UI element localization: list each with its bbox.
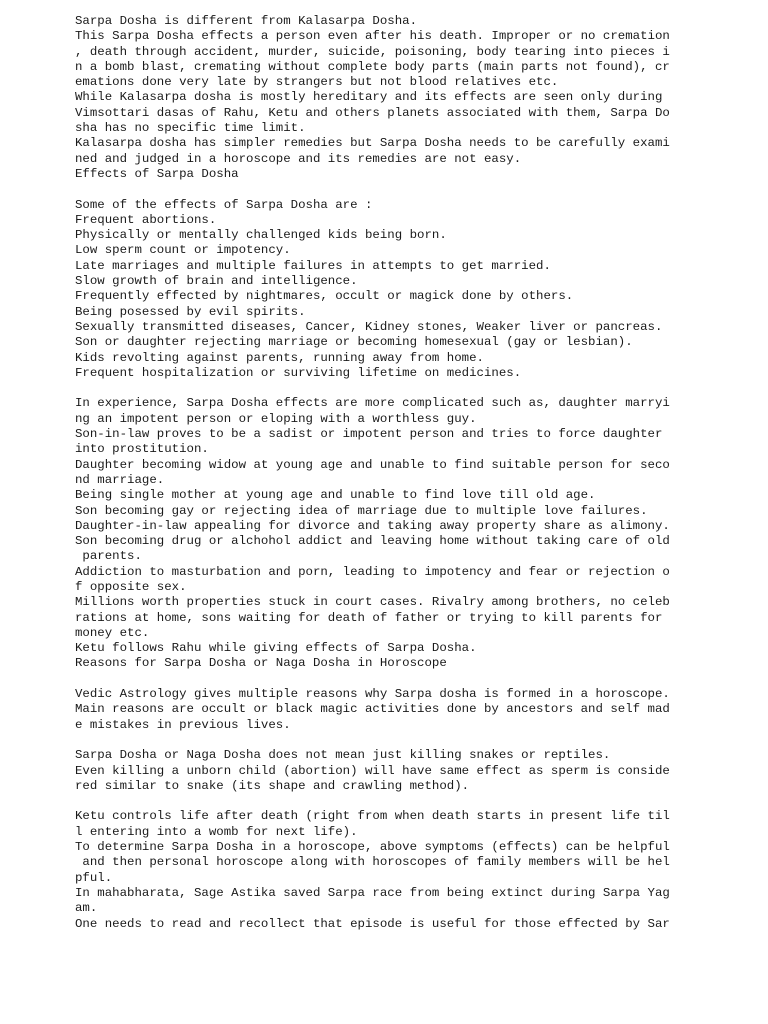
text-line: Effects of Sarpa Dosha	[75, 166, 239, 181]
text-line: f opposite sex.	[75, 579, 187, 594]
text-line: Daughter-in-law appealing for divorce and taking away property share as alimony.	[75, 518, 670, 533]
text-line: Being posessed by evil spirits.	[75, 304, 306, 319]
text-line: In experience, Sarpa Dosha effects are more complicated such as, daughter marryi	[75, 396, 670, 411]
text-line: n a bomb blast, cremating without complete body parts (main parts not found), cr	[75, 59, 670, 74]
text-line: ng an impotent person or eloping with a worthless guy.	[75, 411, 477, 426]
text-line: Sarpa Dosha is different from Kalasarpa Dosha.	[75, 14, 418, 28]
text-line: l entering into a womb for next life).	[75, 824, 358, 839]
text-line: emations done very late by strangers but not blood relatives etc.	[75, 75, 559, 90]
text-line: Even killing a unborn child (abortion) will have same effect as sperm is conside	[75, 763, 670, 778]
text-line: , death through accident, murder, suicide, poisoning, body tearing into pieces i	[75, 44, 670, 59]
text-line: Kalasarpa dosha has simpler remedies but Sarpa Dosha needs to be carefully exami	[75, 136, 670, 151]
text-line: and then personal horoscope along with horoscopes of family members will be hel	[75, 855, 670, 870]
text-line: This Sarpa Dosha effects a person even after his death. Improper or no cremation	[75, 29, 670, 44]
document-body	[75, 14, 685, 932]
text-line: money etc.	[75, 625, 150, 640]
text-line: red similar to snake (its shape and crawling method).	[75, 778, 470, 793]
text-line: Late marriages and multiple failures in attempts to get married.	[75, 258, 551, 273]
text-line: Vimsottari dasas of Rahu, Ketu and others planets associated with them, Sarpa Do	[75, 105, 670, 120]
text-line: Being single mother at young age and unable to find love till old age.	[75, 488, 596, 503]
text-line: Millions worth properties stuck in court cases. Rivalry among brothers, no celeb	[75, 595, 670, 610]
text-line: Low sperm count or impotency.	[75, 243, 291, 258]
text-line: nd marriage.	[75, 472, 165, 487]
text-line: Sexually transmitted diseases, Cancer, Kidney stones, Weaker liver or pancreas.	[75, 319, 663, 334]
text-line: While Kalasarpa dosha is mostly hereditary and its effects are seen only during	[75, 90, 663, 105]
text-line: Physically or mentally challenged kids being born.	[75, 228, 447, 243]
blank-line	[75, 672, 685, 687]
text-line: rations at home, sons waiting for death of father or trying to kill parents for	[75, 610, 663, 625]
text-line: Son or daughter rejecting marriage or becoming homesexual (gay or lesbian).	[75, 335, 633, 350]
text-line: To determine Sarpa Dosha in a horoscope, above symptoms (effects) can be helpful	[75, 840, 670, 855]
text-line: Main reasons are occult or black magic activities done by ancestors and self mad	[75, 702, 670, 717]
text-line: Some of the effects of Sarpa Dosha are :	[75, 197, 373, 212]
text-line: One needs to read and recollect that episode is useful for those effected by Sar	[75, 916, 670, 931]
text-line: pful.	[75, 870, 113, 885]
text-line: Frequent hospitalization or surviving lifetime on medicines.	[75, 365, 522, 380]
text-line: sha has no specific time limit.	[75, 121, 306, 136]
text-line: Ketu controls life after death (right from when death starts in present life til	[75, 809, 670, 824]
text-line: e mistakes in previous lives.	[75, 717, 291, 732]
text-line: Slow growth of brain and intelligence.	[75, 274, 358, 289]
text-line: Frequent abortions.	[75, 212, 217, 227]
text-line: Frequently effected by nightmares, occult or magick done by others.	[75, 289, 574, 304]
text-line: Daughter becoming widow at young age and unable to find suitable person for seco	[75, 457, 670, 472]
text-line: Vedic Astrology gives multiple reasons why Sarpa dosha is formed in a horoscope.	[75, 687, 670, 702]
blank-line	[75, 733, 685, 748]
text-line: Sarpa Dosha or Naga Dosha does not mean just killing snakes or reptiles.	[75, 748, 611, 763]
blank-line	[75, 794, 685, 809]
text-line: am.	[75, 901, 98, 916]
blank-line	[75, 381, 685, 396]
text-line: into prostitution.	[75, 442, 209, 457]
text-line: Kids revolting against parents, running away from home.	[75, 350, 484, 365]
text-line: ned and judged in a horoscope and its remedies are not easy.	[75, 151, 522, 166]
text-line: parents.	[75, 549, 142, 564]
text-line: Son becoming drug or alchohol addict and leaving home without taking care of old	[75, 534, 670, 549]
text-line: Son-in-law proves to be a sadist or impotent person and tries to force daughter	[75, 427, 663, 442]
text-line: In mahabharata, Sage Astika saved Sarpa race from being extinct during Sarpa Yag	[75, 885, 670, 900]
text-line: Addiction to masturbation and porn, leading to impotency and fear or rejection o	[75, 564, 670, 579]
text-line: Ketu follows Rahu while giving effects of Sarpa Dosha.	[75, 641, 477, 656]
text-line: Son becoming gay or rejecting idea of marriage due to multiple love failures.	[75, 503, 648, 518]
text-line: Reasons for Sarpa Dosha or Naga Dosha in Horoscope	[75, 656, 447, 671]
blank-line	[75, 182, 685, 197]
